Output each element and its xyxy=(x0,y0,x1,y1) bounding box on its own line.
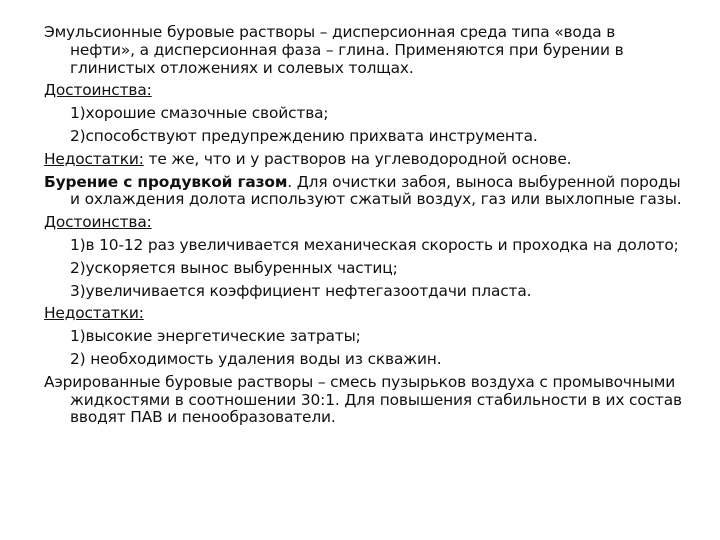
aerated-paragraph xyxy=(44,374,684,427)
slide-body xyxy=(44,24,684,432)
emulsion-definition: – дисперсионная среда типа «вода в нефти», а дисперсионная фаза – глина. Применяются при бурении в глинистых отложениях и солевых толщах. xyxy=(70,23,624,77)
emulsion-term: Эмульсионные буровые растворы xyxy=(44,23,315,41)
emulsion-advantage-item: 1)хорошие смазочные свойства; xyxy=(70,104,329,123)
gas-drilling-term: Бурение с продувкой газом xyxy=(44,172,288,191)
aerated-term: Аэрированные буровые растворы xyxy=(44,372,314,391)
emulsion-paragraph xyxy=(44,24,684,77)
gas-advantages-heading: Достоинства: xyxy=(44,213,152,232)
gas-drawback-item: 2) необходимость удаления воды из скважин. xyxy=(70,349,442,368)
emulsion-drawbacks-heading: Недостатки: xyxy=(44,149,144,168)
aerated-definition: – смесь пузырьков воздуха с промывочными жидкостями в соотношении 30:1. Для повышения стабильности в их состав вводят ПАВ и пенообразователи. xyxy=(70,372,682,427)
gas-advantage-item: 2)ускоряется вынос выбуренных частиц; xyxy=(70,258,398,277)
emulsion-drawbacks-text: те же, что и у растворов на углеводородной основе. xyxy=(143,149,572,168)
gas-drilling-definition: . Для очистки забоя, выноса выбуренной породы и охлаждения долота используют сжатый воздух, газ или выхлопные газы. xyxy=(70,172,682,209)
gas-drawbacks-heading: Недостатки: xyxy=(44,304,144,323)
emulsion-advantages-heading: Достоинства: xyxy=(44,81,152,100)
emulsion-advantage-item: 2)способствуют предупреждению прихвата инструмента. xyxy=(70,126,538,145)
emulsion-drawbacks-paragraph xyxy=(44,151,684,169)
gas-drawback-item: 1)высокие энергетические затраты; xyxy=(70,327,361,346)
gas-drilling-paragraph xyxy=(44,174,684,210)
gas-advantage-item: 3)увеличивается коэффициент нефтегазоотдачи пласта. xyxy=(70,281,532,300)
gas-advantage-item: 1)в 10-12 раз увеличивается механическая скорость и проходка на долото; xyxy=(70,235,679,254)
